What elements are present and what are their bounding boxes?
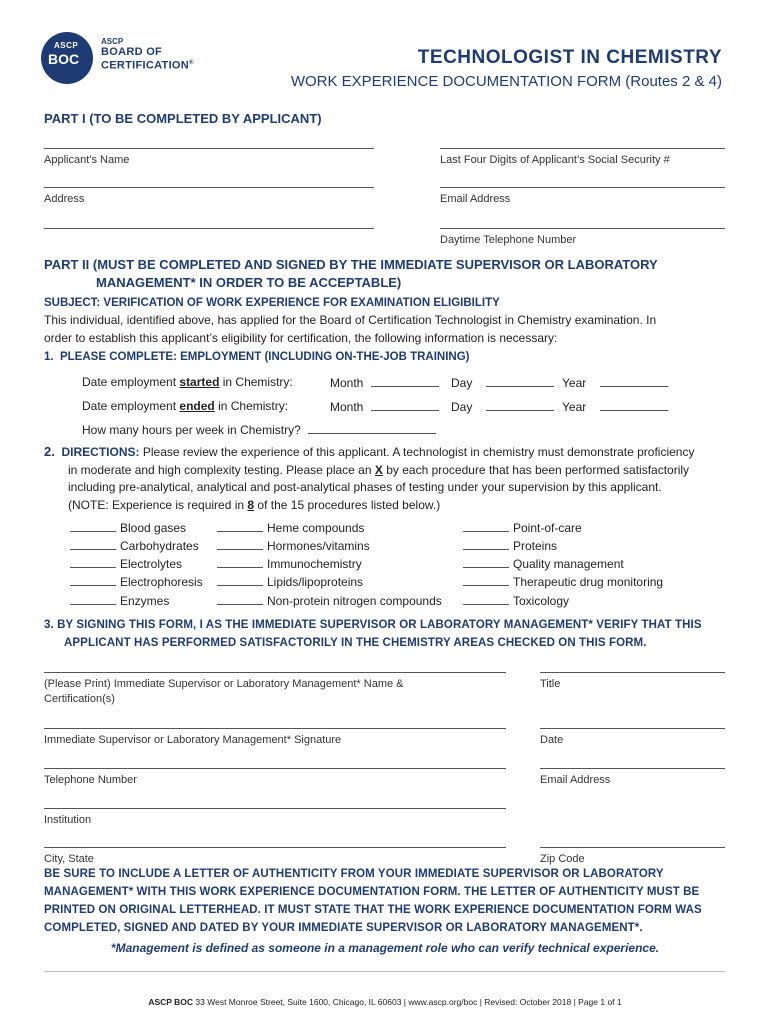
hours-per-week-field[interactable]: How many hours per week in Chemistry? [82, 422, 436, 437]
logo-org-line1: BOARD OF [101, 46, 163, 58]
started-day-field[interactable]: Day [451, 375, 554, 390]
ssn-field[interactable]: Last Four Digits of Applicant’s Social Security # [440, 148, 725, 168]
applicant-name-field[interactable]: Applicant’s Name [44, 148, 374, 168]
supervisor-title-field[interactable]: Title [540, 672, 725, 692]
procedure-non-protein-nitrogen[interactable]: Non-protein nitrogen compounds [217, 593, 442, 608]
city-state-field[interactable]: City, State [44, 847, 506, 867]
form-title: TECHNOLOGIST IN CHEMISTRY [417, 47, 722, 68]
procedure-heme-compounds[interactable]: Heme compounds [217, 520, 364, 535]
daytime-phone-field[interactable]: Daytime Telephone Number [440, 228, 725, 248]
started-year-field[interactable]: Year [562, 375, 668, 390]
date-ended-row: Date employment ended in Chemistry: [82, 399, 289, 413]
started-month-field[interactable]: Month [330, 375, 439, 390]
procedure-blood-gases[interactable]: Blood gases [70, 520, 186, 535]
procedure-enzymes[interactable]: Enzymes [70, 593, 169, 608]
logo-org-small: ASCP [101, 37, 124, 46]
ascp-boc-logo [41, 30, 201, 85]
procedure-electrolytes[interactable]: Electrolytes [70, 556, 182, 571]
item3-verification-statement: 3. BY SIGNING THIS FORM, I AS THE IMMEDIATE SUPERVISOR OR LABORATORY MANAGEMENT* VERIFY THAT THIS APPLICANT HAS PERFORMED SATISFACTORILY IN THE CHEMISTRY AREAS CHECKED ON THIS FORM. [44, 619, 702, 649]
intro-paragraph: This individual, identified above, has applied for the Board of Certification Technologist in Chemistry examination. In order to establish this applicant’s eligibility for certification, the following information is necessary: [44, 313, 657, 345]
ended-day-field[interactable]: Day [451, 399, 554, 414]
logo-org-line2: CERTIFICATION® [101, 59, 194, 72]
procedure-proteins[interactable]: Proteins [463, 538, 557, 553]
address-line2-field[interactable] [44, 228, 374, 234]
procedure-hormones-vitamins[interactable]: Hormones/vitamins [217, 538, 370, 553]
procedure-lipids-lipoproteins[interactable]: Lipids/lipoproteins [217, 574, 363, 589]
management-definition-note: *Management is defined as someone in a management role who can verify technical experience. [110, 941, 660, 955]
procedure-immunochemistry[interactable]: Immunochemistry [217, 556, 362, 571]
procedure-toxicology[interactable]: Toxicology [463, 593, 569, 608]
subject-line: SUBJECT: VERIFICATION OF WORK EXPERIENCE FOR EXAMINATION ELIGIBILITY [44, 297, 500, 309]
logo-ascp-text: ASCP [54, 41, 79, 50]
supervisor-signature-field[interactable]: Immediate Supervisor or Laboratory Management* Signature [44, 728, 506, 748]
part1-heading: PART I (TO BE COMPLETED BY APPLICANT) [44, 111, 322, 126]
letter-of-authenticity-notice: BE SURE TO INCLUDE A LETTER OF AUTHENTICITY FROM YOUR IMMEDIATE SUPERVISOR OR LABORATORY MANAGEMENT* WITH THIS WORK EXPERIENCE DOCUMENTATION FORM. THE LETTER OF AUTHENTICITY MUST BE PRINTED ON ORIGINAL LETTERHEAD. IT MUST STATE THAT THE WORK EXPERIENCE DOCUMENTATION FORM WAS COMPLETED, SIGNED AND DATED BY YOUR IMMEDIATE SUPERVISOR OR LABORATORY MANAGEMENT*. [44, 868, 702, 934]
logo-boc-text: BOC [48, 51, 80, 67]
supervisor-name-field[interactable]: (Please Print) Immediate Supervisor or Laboratory Management* Name & Certification(s) [44, 672, 506, 707]
form-subtitle: WORK EXPERIENCE DOCUMENTATION FORM (Routes 2 & 4) [290, 73, 722, 90]
procedure-electrophoresis[interactable]: Electrophoresis [70, 574, 203, 589]
supervisor-email-field[interactable]: Email Address [540, 768, 725, 788]
page-footer: ASCP BOC 33 West Monroe Street, Suite 1600, Chicago, IL 60603 | www.ascp.org/boc | Revised: October 2018 | Page 1 of 1 [148, 997, 622, 1007]
item1-heading: 1. PLEASE COMPLETE: EMPLOYMENT (INCLUDING ON-THE-JOB TRAINING) [44, 351, 470, 363]
footer-divider [44, 971, 725, 972]
zip-code-field[interactable]: Zip Code [540, 847, 725, 867]
procedure-therapeutic-drug-monitoring[interactable]: Therapeutic drug monitoring [463, 574, 663, 589]
email-field[interactable]: Email Address [440, 187, 725, 207]
date-started-row: Date employment started in Chemistry: [82, 375, 293, 389]
signature-date-field[interactable]: Date [540, 728, 725, 748]
supervisor-telephone-field[interactable]: Telephone Number [44, 768, 506, 788]
logo-emblem [41, 32, 93, 84]
procedure-carbohydrates[interactable]: Carbohydrates [70, 538, 199, 553]
procedure-point-of-care[interactable]: Point-of-care [463, 520, 582, 535]
procedure-quality-management[interactable]: Quality management [463, 556, 624, 571]
logo-wordmark [101, 36, 194, 72]
ended-month-field[interactable]: Month [330, 399, 439, 414]
address-field[interactable]: Address [44, 187, 374, 207]
directions-paragraph: 2. DIRECTIONS: Please review the experience of this applicant. A technologist in chemistry must demonstrate proficiency in moderate and high complexity testing. Please place an X by each procedure that has been performed satisfactorily including pre-analytical, analytical and post-analytical phases of testing under your supervision by this applicant. (NOTE: Experience is required in 8 of the 15 procedures listed below.) [44, 444, 695, 512]
ended-year-field[interactable]: Year [562, 399, 668, 414]
institution-field[interactable]: Institution [44, 808, 506, 828]
part2-heading: PART II (MUST BE COMPLETED AND SIGNED BY THE IMMEDIATE SUPERVISOR OR LABORATORY MANAGEMENT* IN ORDER TO BE ACCEPTABLE) [44, 257, 658, 290]
